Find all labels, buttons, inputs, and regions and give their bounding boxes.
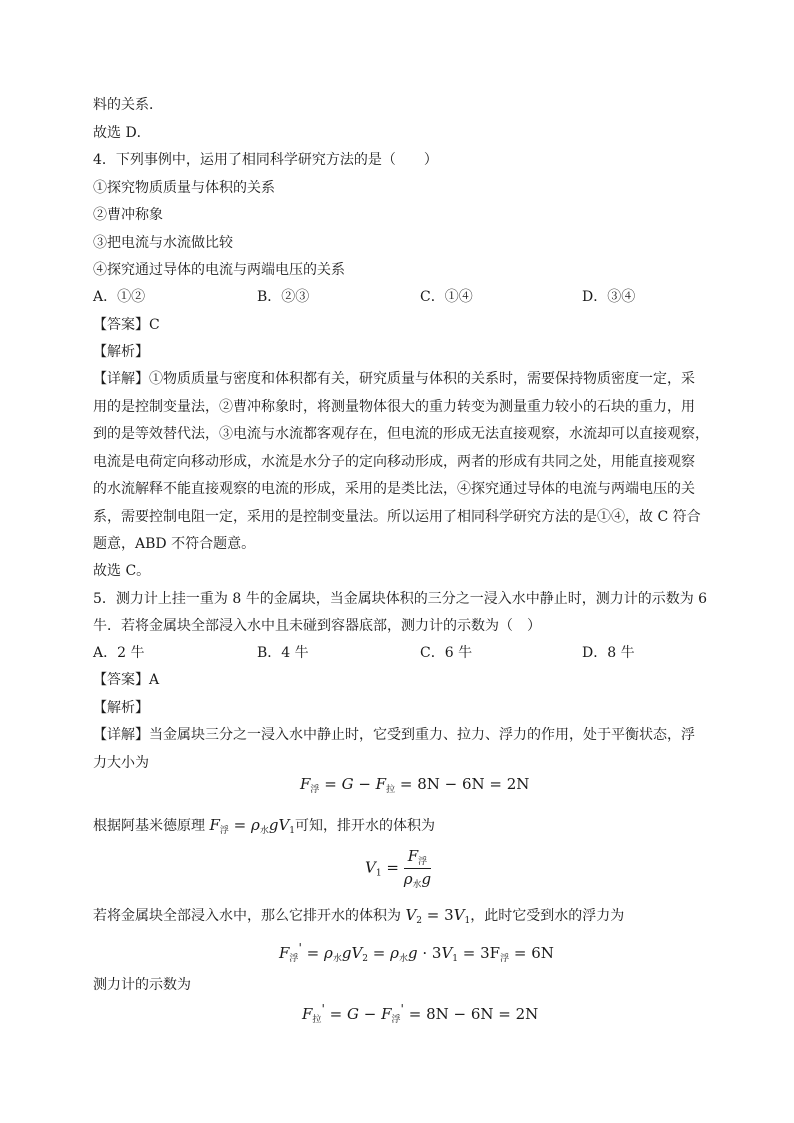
option-b: B．4 牛 [257,645,309,661]
question-5-stem: 牛．若将金属块全部浸入水中且未碰到容器底部，测力计的示数为（ ） [93,618,541,634]
detail-line: 用的是控制变量法，②曹冲称象时，将测量物体很大的重力转变为测量重力较小的石块的重力，用 [93,399,695,415]
option-c: C．6 牛 [420,645,473,661]
option-d: D．8 牛 [582,645,635,661]
text-line: 料的关系． [93,97,163,113]
answer-tag: 【答案】C [93,317,160,333]
full-immersion-line: 若将金属块全部浸入水中，那么它排开水的体积为 $V_2 = 3V_1$，此时它受到水的浮力为 [93,906,625,926]
equation-reading: $F_拉' = G - F_浮' = 8N - 6N = 2N$ [302,1001,539,1025]
option-d: D．③④ [582,289,636,305]
answer-tag: 【答案】A [93,672,160,688]
question-5-stem: 5．测力计上挂一重为 8 牛的金属块，当金属块体积的三分之一浸入水中静止时，测力计的示数为 6 [93,591,708,607]
detail-line: 【详解】当金属块三分之一浸入水中静止时，它受到重力、拉力、浮力的作用，处于平衡状态，浮 [93,727,695,743]
detail-line: 系，需要控制电阻一定，采用的是控制变量法。所以运用了相同科学研究方法的是①④，故 C 符合 [93,509,701,525]
equation-full-buoyancy: $F_浮' = \rho_水gV_2 = \rho_水g \cdot 3V_1 = 3F_浮 = 6N$ [279,940,554,964]
analysis-tag: 【解析】 [93,344,149,360]
option-a: A．①② [93,289,146,305]
detail-line: 电流是电荷定向移动形成，水流是水分子的定向移动形成，两者的形成有共同之处，用能直接观察 [93,454,695,470]
analysis-tag: 【解析】 [93,700,149,716]
question-4-item: ④探究通过导体的电流与两端电压的关系 [93,262,345,278]
question-4-item: ③把电流与水流做比较 [93,235,233,251]
detail-line: 题意，ABD 不符合题意。 [93,536,256,552]
detail-line: 的水流解释不能直接观察的电流的形成，采用的是类比法，④探究通过导体的电流与两端电压的关 [93,481,695,497]
option-b: B．②③ [257,289,310,305]
detail-line: 【详解】①物质质量与密度和体积都有关，研究质量与体积的关系时，需要保持物质密度一定，采 [93,371,695,387]
detail-line: 到的是等效替代法，③电流与水流都客观存在，但电流的形成无法直接观察，水流却可以直接观察， [93,426,709,442]
equation-buoyancy: $F_浮 = G - F_拉 = 8N - 6N = 2N$ [300,775,530,795]
question-4-stem: 4．下列事例中，运用了相同科学研究方法的是（ ） [93,152,438,168]
question-4-item: ①探究物质质量与体积的关系 [93,180,275,196]
reading-line: 测力计的示数为 [93,977,191,993]
option-c: C．①④ [420,289,473,305]
equation-volume: $V_1$ = $\frac{F_浮}{\rho_水g}$ [365,847,432,890]
detail-line: 力大小为 [93,755,149,771]
conclusion-line: 故选 C。 [93,563,151,579]
archimedes-line: 根据阿基米德原理 $F_浮 = \rho_水gV_1$可知，排开水的体积为 [93,816,436,836]
text-line: 故选 D． [93,125,151,141]
question-4-item: ②曹冲称象 [93,207,163,223]
option-a: A．2 牛 [93,645,145,661]
